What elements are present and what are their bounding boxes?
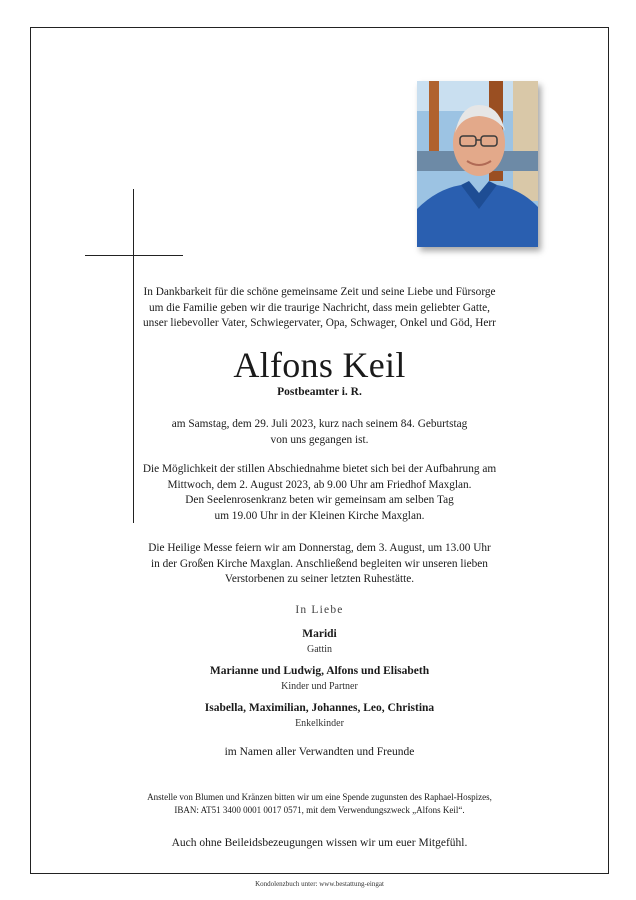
mass-line: Die Heilige Messe feiern wir am Donnerstag, dem 3. August, um 13.00 Uhr [148,542,491,554]
condolence-note: Auch ohne Beileidsbezeugungen wissen wir um euer Mitgefühl. [171,837,468,849]
farewell-line: Mittwoch, dem 2. August 2023, ab 9.00 Uhr am Friedhof Maxglan. [167,478,472,491]
family-names-grandchildren: Isabella, Maximilian, Johannes, Leo, Christina [204,702,435,714]
intro-line: unser liebevoller Vater, Schwiegervater, Opa, Schwager, Onkel und Göd, Herr [143,317,496,329]
mass-info [30,541,609,588]
condolence-book-link[interactable]: Kondolenzbuch unter: www.bestattung-eingat [255,880,384,888]
farewell-line: um 19.00 Uhr in der Kleinen Kirche Maxglan. [214,509,425,522]
cross-horizontal-bar [85,255,183,256]
family-role-children: Kinder und Partner [281,681,358,692]
portrait-photo [417,81,538,247]
death-notice-line: von uns gegangen ist. [270,433,369,446]
mass-line: Verstorbenen zu seiner letzten Ruhestätte. [224,573,415,585]
intro-line: um die Familie geben wir die traurige Nachricht, dass mein geliebter Gatte, [149,301,490,314]
family-names-children: Marianne und Ludwig, Alfons und Elisabeth [209,665,430,677]
death-notice [30,417,609,448]
donation-line: Anstelle von Blumen und Kränzen bitten wir um eine Spende zugunsten des Raphael-Hospizes, [147,792,492,802]
family-names-spouse: Maridi [302,628,337,640]
intro-text [30,285,609,332]
family-role-grandchildren: Enkelkinder [295,718,344,729]
donation-line: IBAN: AT51 3400 0001 0017 0571, mit dem Verwendungszweck „Alfons Keil“. [174,804,465,815]
intro-line: In Dankbarkeit für die schöne gemeinsame Zeit und seine Liebe und Fürsorge [143,286,496,298]
donation-note [30,791,609,816]
death-notice-line: am Samstag, dem 29. Juli 2023, kurz nach seinem 84. Geburtstag [171,418,468,430]
deceased-name: Alfons Keil [233,345,406,385]
deceased-title: Postbeamter i. R. [277,386,362,398]
mass-line: in der Großen Kirche Maxglan. Anschließend begleiten wir unseren lieben [151,557,488,570]
farewell-info [30,462,609,524]
in-love-heading: In Liebe [295,604,344,616]
family-role-spouse: Gattin [307,644,332,655]
farewell-line: Die Möglichkeit der stillen Abschiednahme bietet sich bei der Aufbahrung am [142,463,497,475]
relatives-line: im Namen aller Verwandten und Freunde [224,746,415,758]
farewell-line: Den Seelenrosenkranz beten wir gemeinsam am selben Tag [185,494,454,506]
